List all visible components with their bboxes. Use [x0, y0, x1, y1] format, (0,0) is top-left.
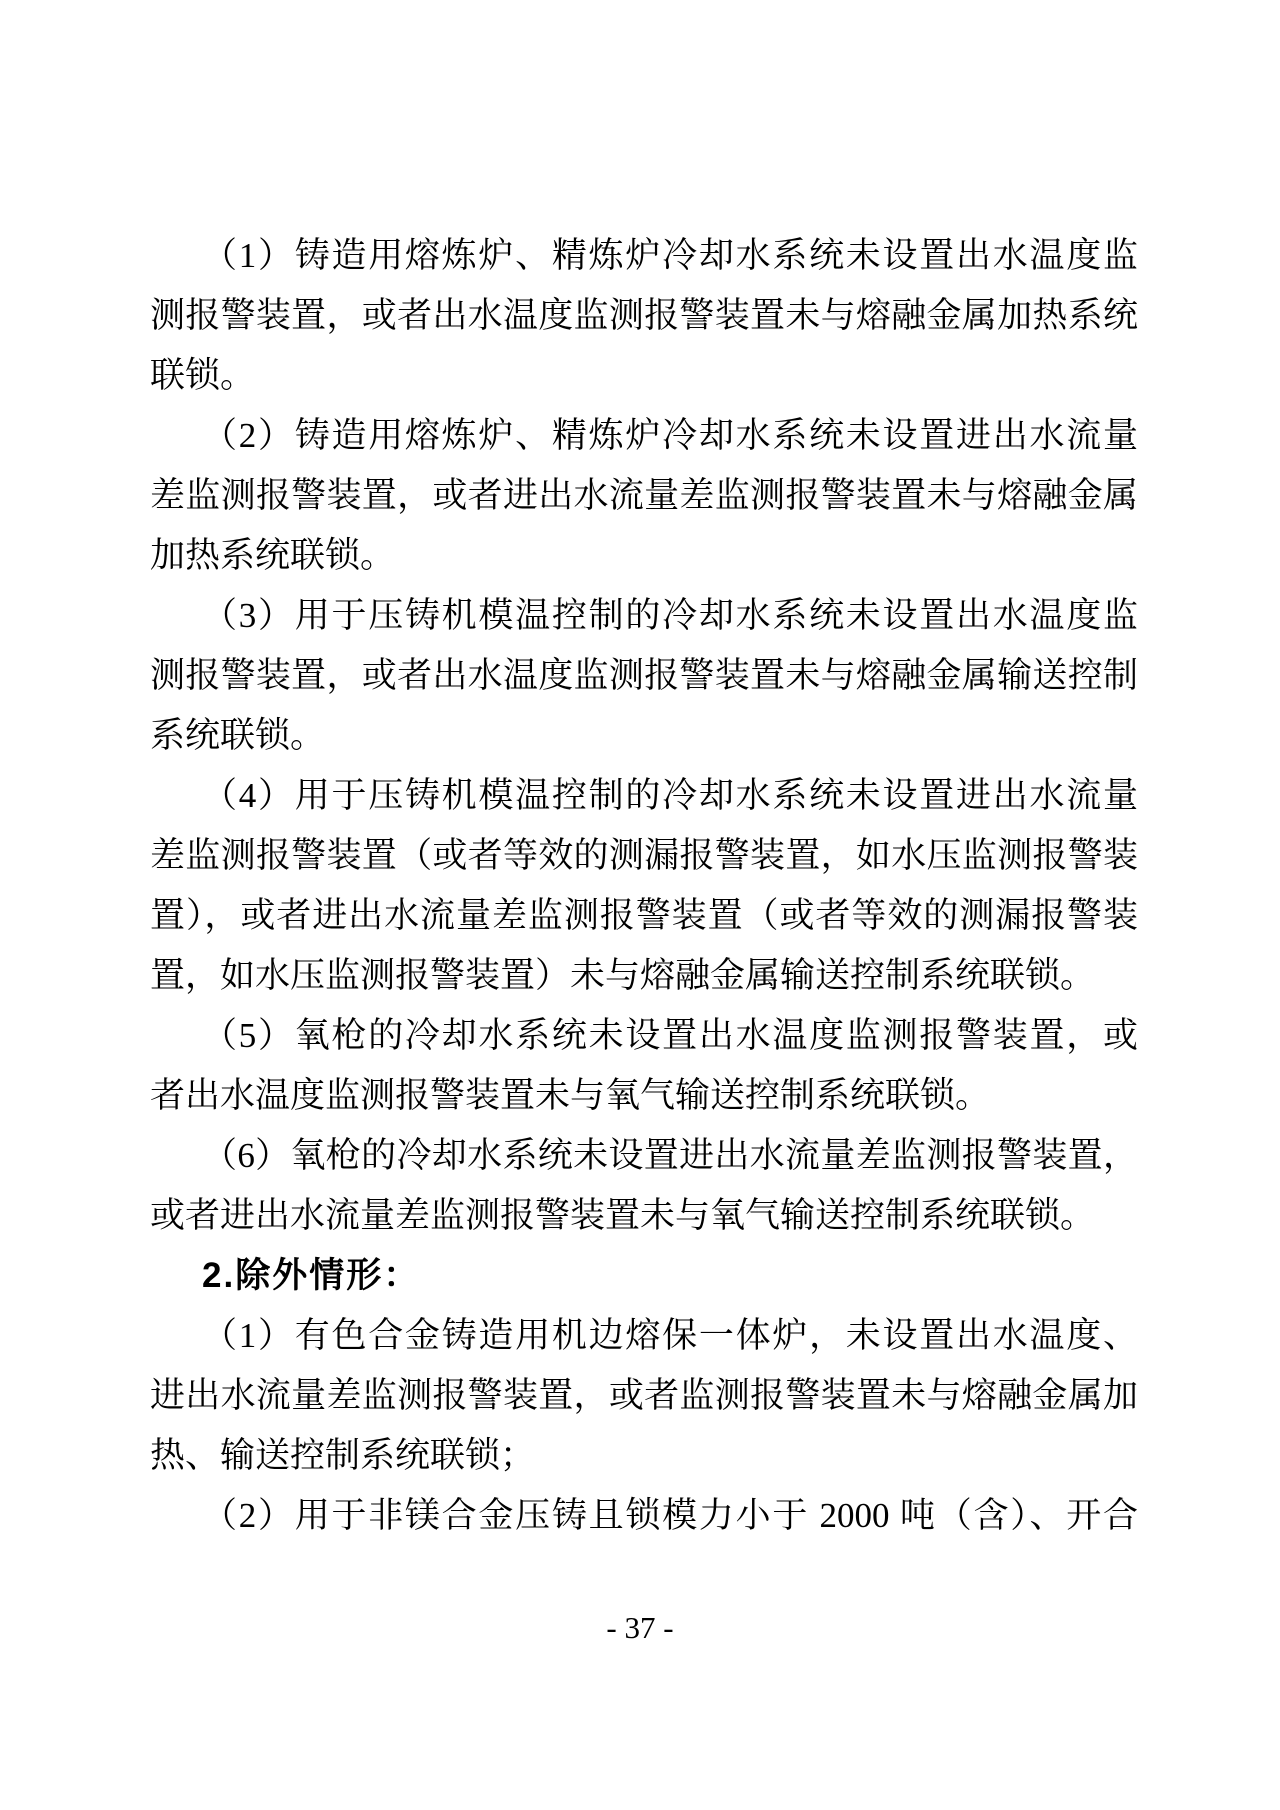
text-line: （1）铸造用熔炼炉、精炼炉冷却水系统未设置出水温度监 — [202, 236, 1138, 275]
paragraph — [150, 586, 1138, 766]
text-line: （6）氧枪的冷却水系统未设置进出水流量差监测报警装置， — [202, 1136, 1138, 1175]
text-line: （5）氧枪的冷却水系统未设置出水温度监测报警装置，或 — [202, 1016, 1138, 1055]
text-line: 置），或者进出水流量差监测报警装置（或者等效的测漏报警装 — [150, 896, 1138, 935]
body-text — [150, 226, 1138, 1546]
paragraph — [150, 1126, 1138, 1246]
paragraph — [150, 766, 1138, 1006]
text-line: 测报警装置，或者出水温度监测报警装置未与熔融金属输送控制 — [150, 656, 1138, 695]
text-line: 置，如水压监测报警装置）未与熔融金属输送控制系统联锁。 — [150, 956, 1096, 995]
text-line: 进出水流量差监测报警装置，或者监测报警装置未与熔融金属加 — [150, 1376, 1138, 1415]
text-line: （3）用于压铸机模温控制的冷却水系统未设置出水温度监 — [202, 596, 1138, 635]
heading-line: 2.除外情形： — [202, 1256, 421, 1295]
text-line: （2）铸造用熔炼炉、精炼炉冷却水系统未设置进出水流量 — [202, 416, 1138, 455]
text-line: 热、输送控制系统联锁； — [150, 1436, 536, 1475]
paragraph — [150, 226, 1138, 406]
text-line: 差监测报警装置，或者进出水流量差监测报警装置未与熔融金属 — [150, 476, 1138, 515]
text-line: 联锁。 — [150, 356, 256, 395]
paragraph — [150, 406, 1138, 586]
text-line: 系统联锁。 — [150, 716, 326, 755]
text-line: 加热系统联锁。 — [150, 536, 396, 575]
page-number: - 37 - — [606, 1610, 674, 1645]
text-line: 或者进出水流量差监测报警装置未与氧气输送控制系统联锁。 — [150, 1196, 1096, 1235]
text-line: （2）用于非镁合金压铸且锁模力小于 2000 吨（含）、开合 — [202, 1496, 1138, 1535]
text-line: （1）有色合金铸造用机边熔保一体炉，未设置出水温度、 — [202, 1316, 1138, 1355]
text-line: （4）用于压铸机模温控制的冷却水系统未设置进出水流量 — [202, 776, 1138, 815]
section-heading — [150, 1246, 1138, 1306]
text-line: 者出水温度监测报警装置未与氧气输送控制系统联锁。 — [150, 1076, 991, 1115]
paragraph — [150, 1006, 1138, 1126]
text-line: 测报警装置，或者出水温度监测报警装置未与熔融金属加热系统 — [150, 296, 1138, 335]
paragraph — [150, 1486, 1138, 1546]
text-line: 差监测报警装置（或者等效的测漏报警装置，如水压监测报警装 — [150, 836, 1138, 875]
paragraph — [150, 1306, 1138, 1486]
